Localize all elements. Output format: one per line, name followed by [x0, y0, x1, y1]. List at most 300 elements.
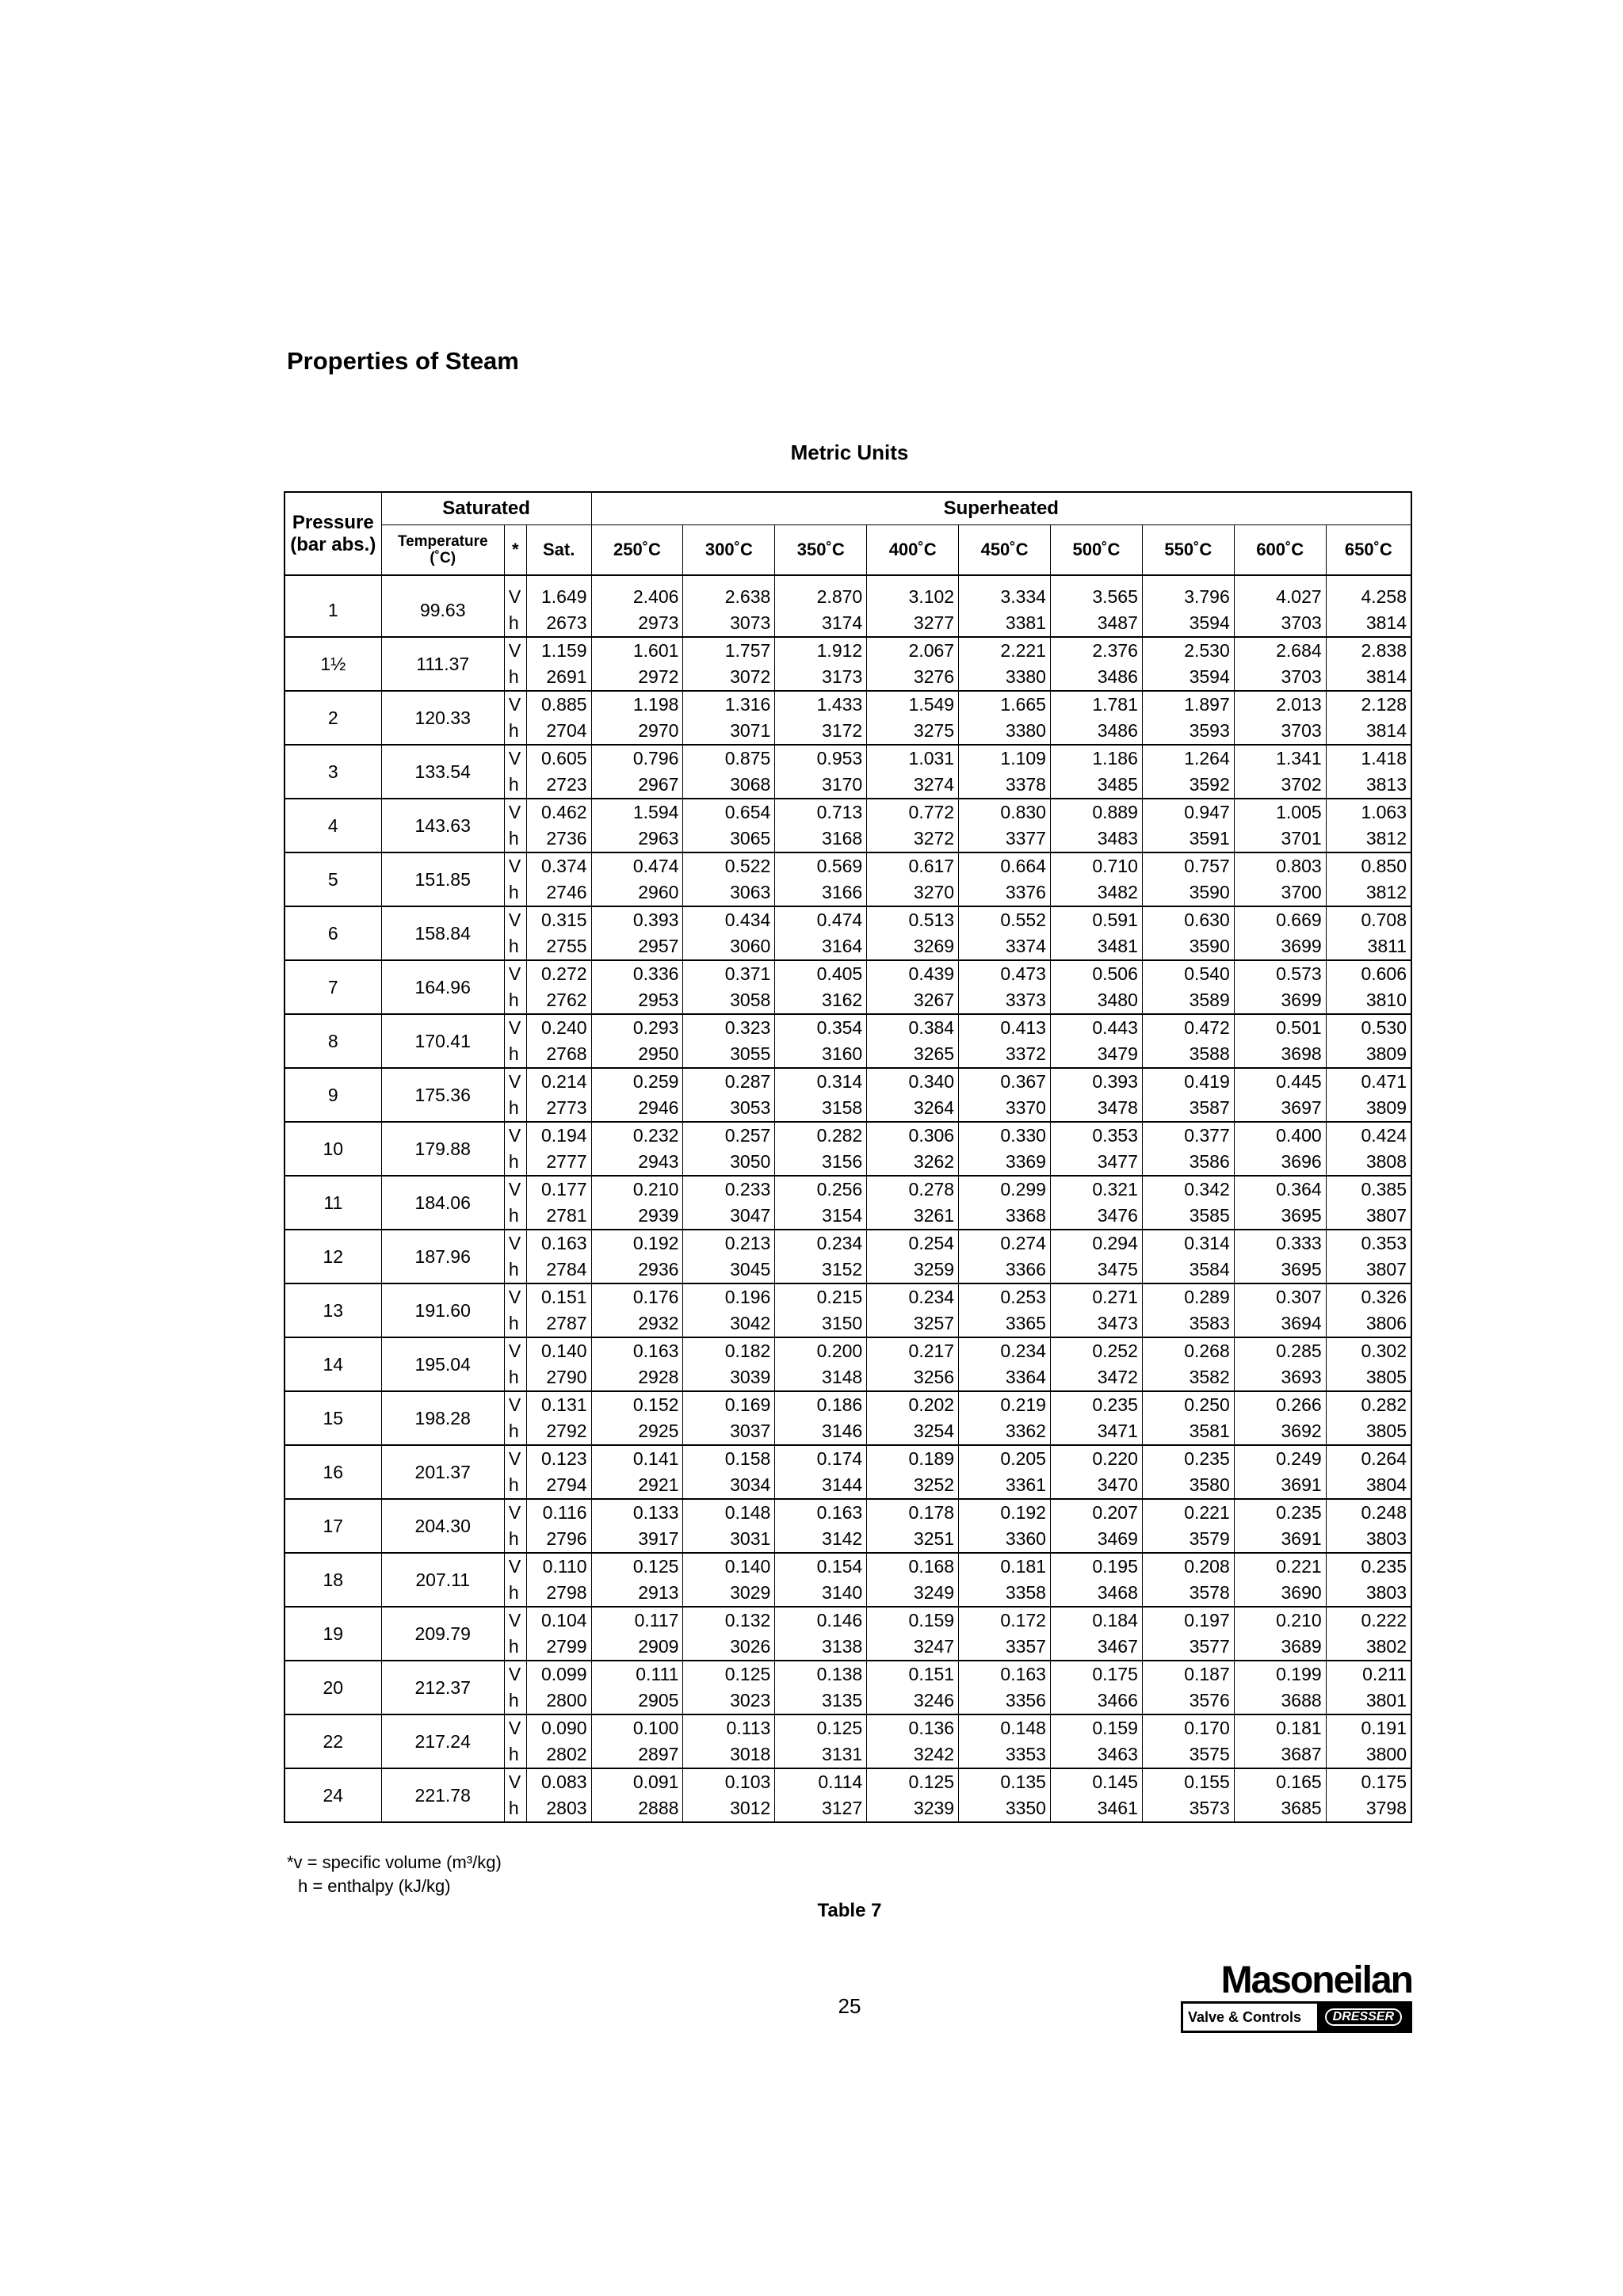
volume-label: V: [504, 1068, 526, 1095]
enthalpy-cell: 3364: [959, 1364, 1051, 1391]
volume-cell: 0.253: [959, 1283, 1051, 1310]
volume-cell: 1.912: [775, 637, 867, 664]
enthalpy-cell: 3478: [1050, 1095, 1142, 1122]
enthalpy-cell: 3247: [867, 1634, 959, 1661]
volume-cell: 0.254: [867, 1230, 959, 1257]
volume-cell: 0.772: [867, 799, 959, 826]
enthalpy-cell: 3695: [1234, 1203, 1326, 1230]
enthalpy-cell: 3470: [1050, 1472, 1142, 1499]
enthalpy-cell: 2800: [526, 1688, 591, 1714]
table-row: [285, 1014, 1411, 1041]
enthalpy-cell: 3373: [959, 987, 1051, 1014]
volume-cell: 0.113: [683, 1714, 775, 1741]
enthalpy-cell: 3374: [959, 933, 1051, 960]
sat-temperature-cell: 212.37: [381, 1661, 504, 1714]
enthalpy-cell: 2963: [591, 826, 683, 852]
sat-temperature-cell: 158.84: [381, 906, 504, 960]
volume-cell: 0.947: [1142, 799, 1234, 826]
volume-cell: 0.235: [1234, 1499, 1326, 1526]
enthalpy-cell: 3580: [1142, 1472, 1234, 1499]
volume-cell: 0.177: [526, 1176, 591, 1203]
enthalpy-cell: 3037: [683, 1418, 775, 1445]
volume-label: V: [504, 1499, 526, 1526]
enthalpy-cell: 3252: [867, 1472, 959, 1499]
enthalpy-cell: 3246: [867, 1688, 959, 1714]
enthalpy-cell: 3703: [1234, 610, 1326, 637]
logo-strip: [1181, 2001, 1412, 2033]
volume-cell: 0.377: [1142, 1122, 1234, 1149]
volume-cell: 0.186: [775, 1391, 867, 1418]
enthalpy-cell: 3249: [867, 1580, 959, 1607]
volume-label: V: [504, 1607, 526, 1634]
volume-label: V: [504, 691, 526, 718]
volume-cell: 0.285: [1234, 1337, 1326, 1364]
volume-label: V: [504, 799, 526, 826]
volume-cell: 0.233: [683, 1176, 775, 1203]
sat-header: Sat.: [526, 525, 591, 576]
enthalpy-cell: 3361: [959, 1472, 1051, 1499]
volume-cell: 2.638: [683, 584, 775, 610]
volume-cell: 0.114: [775, 1768, 867, 1795]
volume-cell: 0.314: [775, 1068, 867, 1095]
enthalpy-cell: 3688: [1234, 1688, 1326, 1714]
pressure-cell: 22: [285, 1714, 381, 1768]
enthalpy-cell: 2691: [526, 664, 591, 691]
volume-cell: 0.796: [591, 745, 683, 772]
volume-cell: 0.294: [1050, 1230, 1142, 1257]
enthalpy-cell: 2943: [591, 1149, 683, 1176]
volume-cell: 0.172: [959, 1607, 1051, 1634]
enthalpy-cell: 3692: [1234, 1418, 1326, 1445]
footnote: [287, 1851, 502, 1898]
enthalpy-cell: 3573: [1142, 1795, 1234, 1822]
volume-cell: 0.169: [683, 1391, 775, 1418]
enthalpy-cell: 2704: [526, 718, 591, 745]
enthalpy-cell: 3807: [1326, 1257, 1411, 1283]
volume-cell: 0.393: [591, 906, 683, 933]
enthalpy-label: h: [504, 1688, 526, 1714]
enthalpy-cell: 3276: [867, 664, 959, 691]
pressure-cell: 4: [285, 799, 381, 852]
volume-cell: 0.091: [591, 1768, 683, 1795]
enthalpy-cell: 2888: [591, 1795, 683, 1822]
enthalpy-label: h: [504, 610, 526, 637]
enthalpy-cell: 2803: [526, 1795, 591, 1822]
volume-label: V: [504, 637, 526, 664]
volume-label: V: [504, 1391, 526, 1418]
enthalpy-cell: 3584: [1142, 1257, 1234, 1283]
enthalpy-cell: 3144: [775, 1472, 867, 1499]
enthalpy-cell: 3362: [959, 1418, 1051, 1445]
enthalpy-label: h: [504, 664, 526, 691]
volume-cell: 0.197: [1142, 1607, 1234, 1634]
volume-cell: 0.256: [775, 1176, 867, 1203]
enthalpy-cell: 3802: [1326, 1634, 1411, 1661]
sat-temperature-cell: 201.37: [381, 1445, 504, 1499]
pressure-cell: 3: [285, 745, 381, 799]
enthalpy-cell: 3065: [683, 826, 775, 852]
enthalpy-cell: 3701: [1234, 826, 1326, 852]
enthalpy-cell: 3156: [775, 1149, 867, 1176]
volume-label: V: [504, 1283, 526, 1310]
enthalpy-cell: 2781: [526, 1203, 591, 1230]
volume-cell: 0.540: [1142, 960, 1234, 987]
temp-header: 250˚C: [591, 525, 683, 576]
volume-cell: 0.151: [867, 1661, 959, 1688]
pressure-cell: 18: [285, 1553, 381, 1607]
pressure-cell: 20: [285, 1661, 381, 1714]
volume-cell: 2.406: [591, 584, 683, 610]
volume-cell: 0.333: [1234, 1230, 1326, 1257]
enthalpy-cell: 3697: [1234, 1095, 1326, 1122]
volume-cell: 0.207: [1050, 1499, 1142, 1526]
enthalpy-cell: 2799: [526, 1634, 591, 1661]
pressure-cell: 8: [285, 1014, 381, 1068]
table-row: [285, 1553, 1411, 1580]
volume-cell: 0.191: [1326, 1714, 1411, 1741]
enthalpy-cell: 3594: [1142, 664, 1234, 691]
enthalpy-cell: 2790: [526, 1364, 591, 1391]
volume-cell: 0.175: [1326, 1768, 1411, 1795]
enthalpy-cell: 2957: [591, 933, 683, 960]
enthalpy-cell: 2913: [591, 1580, 683, 1607]
volume-cell: 0.268: [1142, 1337, 1234, 1364]
enthalpy-cell: 3380: [959, 718, 1051, 745]
enthalpy-cell: 3068: [683, 772, 775, 799]
volume-cell: 0.419: [1142, 1068, 1234, 1095]
volume-cell: 0.222: [1326, 1607, 1411, 1634]
enthalpy-cell: 3591: [1142, 826, 1234, 852]
enthalpy-label: h: [504, 1526, 526, 1553]
enthalpy-cell: 3593: [1142, 718, 1234, 745]
volume-cell: 4.027: [1234, 584, 1326, 610]
enthalpy-cell: 3485: [1050, 772, 1142, 799]
enthalpy-cell: 3023: [683, 1688, 775, 1714]
volume-cell: 0.235: [1050, 1391, 1142, 1418]
enthalpy-label: h: [504, 1095, 526, 1122]
footnote-enthalpy: h = enthalpy (kJ/kg): [298, 1876, 451, 1896]
enthalpy-cell: 3357: [959, 1634, 1051, 1661]
enthalpy-cell: 3072: [683, 664, 775, 691]
volume-cell: 0.462: [526, 799, 591, 826]
volume-cell: 0.181: [959, 1553, 1051, 1580]
volume-cell: 2.221: [959, 637, 1051, 664]
enthalpy-label: h: [504, 718, 526, 745]
enthalpy-cell: 3152: [775, 1257, 867, 1283]
enthalpy-cell: 3466: [1050, 1688, 1142, 1714]
temp-header: 350˚C: [775, 525, 867, 576]
enthalpy-label: h: [504, 1418, 526, 1445]
volume-cell: 0.413: [959, 1014, 1051, 1041]
volume-cell: 0.274: [959, 1230, 1051, 1257]
volume-cell: 1.781: [1050, 691, 1142, 718]
enthalpy-cell: 2946: [591, 1095, 683, 1122]
sat-temperature-cell: 143.63: [381, 799, 504, 852]
enthalpy-cell: 3369: [959, 1149, 1051, 1176]
volume-cell: 0.148: [683, 1499, 775, 1526]
enthalpy-cell: 3026: [683, 1634, 775, 1661]
volume-cell: 0.159: [1050, 1714, 1142, 1741]
volume-cell: 0.103: [683, 1768, 775, 1795]
enthalpy-cell: 3699: [1234, 933, 1326, 960]
volume-cell: 0.473: [959, 960, 1051, 987]
volume-cell: 0.184: [1050, 1607, 1142, 1634]
volume-cell: 0.323: [683, 1014, 775, 1041]
sat-temperature-cell: 184.06: [381, 1176, 504, 1230]
enthalpy-cell: 3575: [1142, 1741, 1234, 1768]
enthalpy-cell: 2673: [526, 610, 591, 637]
table-row: [285, 1445, 1411, 1472]
enthalpy-cell: 3467: [1050, 1634, 1142, 1661]
volume-cell: 1.005: [1234, 799, 1326, 826]
volume-cell: 0.353: [1050, 1122, 1142, 1149]
dresser-badge: DRESSER: [1325, 2008, 1402, 2026]
enthalpy-cell: 2777: [526, 1149, 591, 1176]
enthalpy-cell: 3685: [1234, 1795, 1326, 1822]
volume-cell: 0.181: [1234, 1714, 1326, 1741]
enthalpy-cell: 3265: [867, 1041, 959, 1068]
volume-cell: 0.250: [1142, 1391, 1234, 1418]
enthalpy-cell: 3162: [775, 987, 867, 1014]
table-caption: Table 7: [817, 1900, 882, 1921]
volume-cell: 0.211: [1326, 1661, 1411, 1688]
volume-cell: 0.713: [775, 799, 867, 826]
volume-cell: 0.282: [1326, 1391, 1411, 1418]
enthalpy-cell: 3582: [1142, 1364, 1234, 1391]
table-row: [285, 852, 1411, 879]
table-row: [285, 1283, 1411, 1310]
table-row: [285, 799, 1411, 826]
enthalpy-cell: 3166: [775, 879, 867, 906]
volume-cell: 0.100: [591, 1714, 683, 1741]
enthalpy-cell: 3360: [959, 1526, 1051, 1553]
sat-temperature-cell: 99.63: [381, 584, 504, 637]
enthalpy-cell: 3471: [1050, 1418, 1142, 1445]
enthalpy-cell: 3039: [683, 1364, 775, 1391]
volume-cell: 0.289: [1142, 1283, 1234, 1310]
table-row: [285, 1122, 1411, 1149]
enthalpy-cell: 3585: [1142, 1203, 1234, 1230]
volume-cell: 0.530: [1326, 1014, 1411, 1041]
pressure-cell: 11: [285, 1176, 381, 1230]
sat-temperature-cell: 151.85: [381, 852, 504, 906]
volume-cell: 0.353: [1326, 1230, 1411, 1257]
enthalpy-cell: 3031: [683, 1526, 775, 1553]
volume-cell: 1.198: [591, 691, 683, 718]
volume-cell: 0.506: [1050, 960, 1142, 987]
volume-cell: 1.063: [1326, 799, 1411, 826]
volume-cell: 0.140: [526, 1337, 591, 1364]
volume-cell: 0.234: [775, 1230, 867, 1257]
enthalpy-cell: 3461: [1050, 1795, 1142, 1822]
volume-cell: 0.099: [526, 1661, 591, 1688]
enthalpy-cell: 3690: [1234, 1580, 1326, 1607]
enthalpy-cell: 3045: [683, 1257, 775, 1283]
enthalpy-cell: 3703: [1234, 664, 1326, 691]
pressure-cell: 7: [285, 960, 381, 1014]
volume-cell: 2.838: [1326, 637, 1411, 664]
enthalpy-label: h: [504, 1741, 526, 1768]
sat-temperature-cell: 198.28: [381, 1391, 504, 1445]
sat-temperature-cell: 191.60: [381, 1283, 504, 1337]
enthalpy-cell: 2773: [526, 1095, 591, 1122]
volume-cell: 0.125: [867, 1768, 959, 1795]
volume-cell: 1.109: [959, 745, 1051, 772]
enthalpy-label: h: [504, 1795, 526, 1822]
volume-cell: 0.133: [591, 1499, 683, 1526]
enthalpy-cell: 3805: [1326, 1418, 1411, 1445]
enthalpy-cell: 3274: [867, 772, 959, 799]
volume-cell: 0.168: [867, 1553, 959, 1580]
enthalpy-cell: 2960: [591, 879, 683, 906]
enthalpy-cell: 3142: [775, 1526, 867, 1553]
volume-cell: 1.665: [959, 691, 1051, 718]
enthalpy-cell: 3702: [1234, 772, 1326, 799]
enthalpy-cell: 3381: [959, 610, 1051, 637]
property-header: *: [504, 525, 526, 576]
volume-cell: 3.102: [867, 584, 959, 610]
enthalpy-cell: 3356: [959, 1688, 1051, 1714]
enthalpy-cell: 2939: [591, 1203, 683, 1230]
volume-cell: 0.259: [591, 1068, 683, 1095]
volume-cell: 0.252: [1050, 1337, 1142, 1364]
volume-cell: 0.569: [775, 852, 867, 879]
volume-cell: 0.205: [959, 1445, 1051, 1472]
saturated-header: Saturated: [381, 492, 591, 525]
volume-cell: 0.710: [1050, 852, 1142, 879]
enthalpy-cell: 3251: [867, 1526, 959, 1553]
enthalpy-cell: 3803: [1326, 1580, 1411, 1607]
logo-tagline: Valve & Controls: [1188, 2008, 1302, 2025]
volume-cell: 3.334: [959, 584, 1051, 610]
pressure-cell: 24: [285, 1768, 381, 1822]
enthalpy-cell: 3813: [1326, 772, 1411, 799]
volume-cell: 1.549: [867, 691, 959, 718]
table-row: [285, 691, 1411, 718]
volume-cell: 0.552: [959, 906, 1051, 933]
enthalpy-cell: 2936: [591, 1257, 683, 1283]
enthalpy-cell: 3140: [775, 1580, 867, 1607]
enthalpy-cell: 3589: [1142, 987, 1234, 1014]
volume-cell: 0.151: [526, 1283, 591, 1310]
enthalpy-cell: 3372: [959, 1041, 1051, 1068]
volume-cell: 0.424: [1326, 1122, 1411, 1149]
enthalpy-cell: 3475: [1050, 1257, 1142, 1283]
table-row: [285, 1176, 1411, 1203]
enthalpy-cell: 3576: [1142, 1688, 1234, 1714]
volume-cell: 0.248: [1326, 1499, 1411, 1526]
sat-temperature-cell: 170.41: [381, 1014, 504, 1068]
temp-header: 400˚C: [867, 525, 959, 576]
enthalpy-cell: 3486: [1050, 664, 1142, 691]
table-row: [285, 1714, 1411, 1741]
enthalpy-cell: 3803: [1326, 1526, 1411, 1553]
volume-cell: 0.219: [959, 1391, 1051, 1418]
enthalpy-label: h: [504, 1472, 526, 1499]
enthalpy-cell: 3042: [683, 1310, 775, 1337]
volume-label: V: [504, 1014, 526, 1041]
volume-cell: 0.148: [959, 1714, 1051, 1741]
enthalpy-cell: 3481: [1050, 933, 1142, 960]
enthalpy-cell: 3917: [591, 1526, 683, 1553]
enthalpy-cell: 3590: [1142, 933, 1234, 960]
volume-cell: 0.875: [683, 745, 775, 772]
enthalpy-cell: 3353: [959, 1741, 1051, 1768]
enthalpy-cell: 3811: [1326, 933, 1411, 960]
volume-label: V: [504, 1337, 526, 1364]
enthalpy-cell: 3694: [1234, 1310, 1326, 1337]
enthalpy-label: h: [504, 1149, 526, 1176]
volume-cell: 0.213: [683, 1230, 775, 1257]
enthalpy-cell: 3578: [1142, 1580, 1234, 1607]
volume-cell: 0.654: [683, 799, 775, 826]
enthalpy-cell: 3376: [959, 879, 1051, 906]
volume-cell: 0.195: [1050, 1553, 1142, 1580]
enthalpy-cell: 3264: [867, 1095, 959, 1122]
enthalpy-cell: 3798: [1326, 1795, 1411, 1822]
enthalpy-cell: 3150: [775, 1310, 867, 1337]
volume-cell: 0.889: [1050, 799, 1142, 826]
volume-cell: 0.158: [683, 1445, 775, 1472]
volume-cell: 1.341: [1234, 745, 1326, 772]
volume-cell: 0.385: [1326, 1176, 1411, 1203]
volume-cell: 0.145: [1050, 1768, 1142, 1795]
enthalpy-cell: 3483: [1050, 826, 1142, 852]
table-row: [285, 1607, 1411, 1634]
enthalpy-cell: 2755: [526, 933, 591, 960]
volume-cell: 0.371: [683, 960, 775, 987]
enthalpy-cell: 3242: [867, 1741, 959, 1768]
enthalpy-label: h: [504, 826, 526, 852]
enthalpy-cell: 3809: [1326, 1041, 1411, 1068]
volume-cell: 0.154: [775, 1553, 867, 1580]
enthalpy-cell: 3172: [775, 718, 867, 745]
enthalpy-cell: 3806: [1326, 1310, 1411, 1337]
pressure-cell: 9: [285, 1068, 381, 1122]
enthalpy-cell: 3800: [1326, 1741, 1411, 1768]
enthalpy-cell: 3696: [1234, 1149, 1326, 1176]
volume-cell: 1.031: [867, 745, 959, 772]
enthalpy-label: h: [504, 1310, 526, 1337]
enthalpy-cell: 3698: [1234, 1041, 1326, 1068]
table-row: [285, 960, 1411, 987]
volume-cell: 3.565: [1050, 584, 1142, 610]
volume-cell: 0.235: [1326, 1553, 1411, 1580]
enthalpy-cell: 3693: [1234, 1364, 1326, 1391]
enthalpy-cell: 2950: [591, 1041, 683, 1068]
enthalpy-cell: 3073: [683, 610, 775, 637]
enthalpy-cell: 3805: [1326, 1364, 1411, 1391]
volume-cell: 0.282: [775, 1122, 867, 1149]
volume-cell: 0.606: [1326, 960, 1411, 987]
enthalpy-cell: 3047: [683, 1203, 775, 1230]
pressure-cell: 19: [285, 1607, 381, 1661]
volume-cell: 0.342: [1142, 1176, 1234, 1203]
enthalpy-cell: 3034: [683, 1472, 775, 1499]
enthalpy-cell: 3261: [867, 1203, 959, 1230]
sat-temperature-cell: 221.78: [381, 1768, 504, 1822]
volume-cell: 0.367: [959, 1068, 1051, 1095]
enthalpy-cell: 3148: [775, 1364, 867, 1391]
sat-temperature-cell: 175.36: [381, 1068, 504, 1122]
volume-cell: 0.178: [867, 1499, 959, 1526]
enthalpy-cell: 3358: [959, 1580, 1051, 1607]
table-row: [285, 1391, 1411, 1418]
enthalpy-cell: 3581: [1142, 1418, 1234, 1445]
enthalpy-label: h: [504, 772, 526, 799]
enthalpy-cell: 2925: [591, 1418, 683, 1445]
volume-label: V: [504, 852, 526, 879]
